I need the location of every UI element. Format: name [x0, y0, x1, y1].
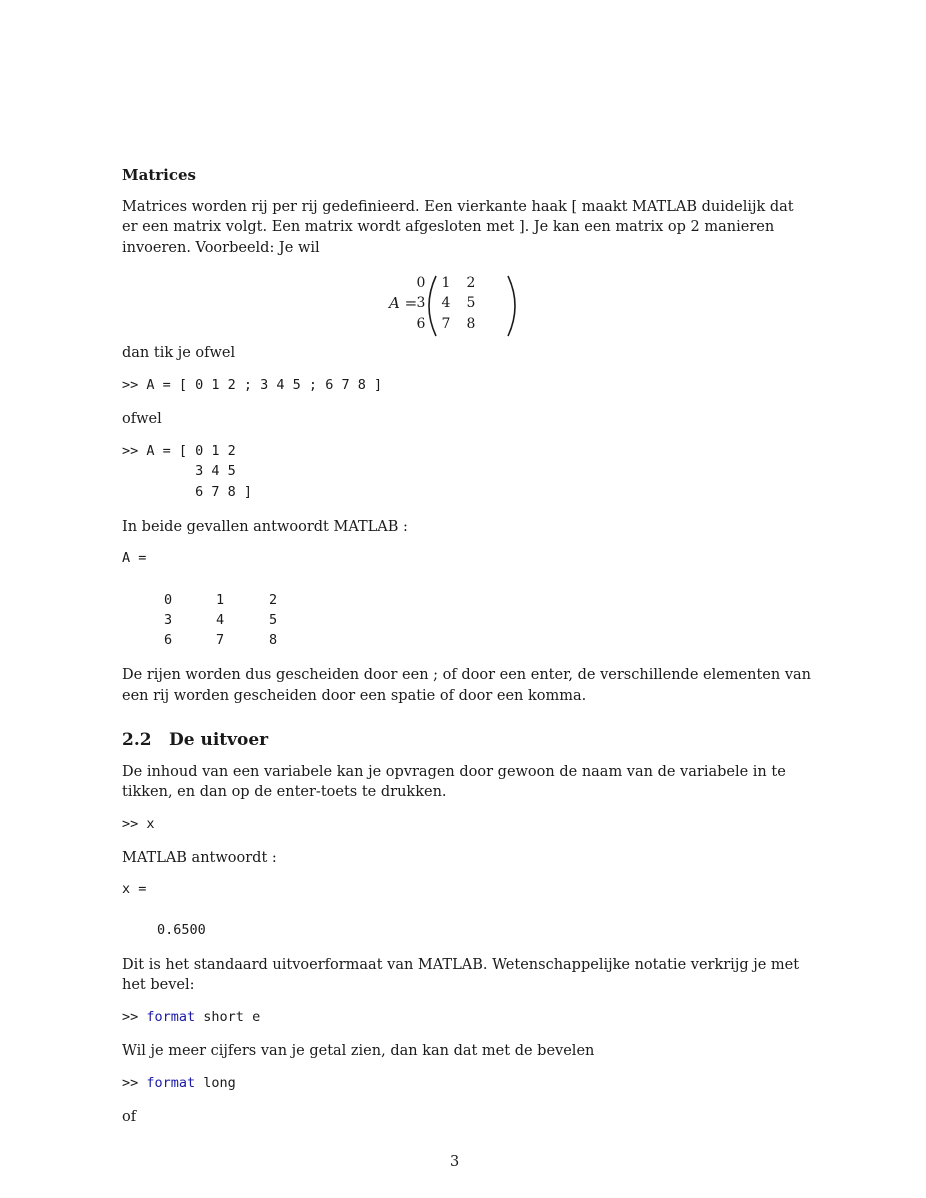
matrix-cell: 2 [466, 275, 476, 291]
command-args: short e [195, 1009, 261, 1025]
matrix-cell: 4 [441, 295, 451, 311]
subsection-title: De uitvoer [169, 730, 269, 750]
output-cell: 5 [269, 612, 278, 628]
matrix-cell: 5 [466, 295, 476, 311]
prompt: >> [122, 1075, 147, 1091]
output-cell: 6 [164, 632, 173, 648]
code-multi-line-2: 3 4 5 [122, 463, 236, 479]
subsection-number: 2.2 [122, 730, 152, 750]
output-x-value: 0.6500 [157, 922, 206, 938]
code-x: >> x [122, 816, 155, 832]
intro-line-3: invoeren. Voorbeeld: Je wil [122, 240, 320, 256]
code-one-line: >> A = [ 0 1 2 ; 3 4 5 ; 6 7 8 ] [122, 377, 383, 393]
rijen-line-1: De rijen worden dus gescheiden door een ; of door een enter, de verschillende elementen van [122, 667, 812, 683]
code-multi-line-3: 6 7 8 ] [122, 484, 253, 500]
text-ofwel: ofwel [122, 411, 162, 427]
matrix-cell: 3 [416, 295, 426, 311]
command-args: long [195, 1075, 236, 1091]
rijen-line-2: een rij worden gescheiden door een spatie of door een komma. [122, 688, 587, 704]
output-cell: 2 [269, 592, 278, 608]
text-beide: In beide gevallen antwoordt MATLAB : [122, 519, 408, 535]
prompt: >> [122, 1009, 147, 1025]
output-cell: 8 [269, 632, 278, 648]
section-title: Matrices [122, 166, 196, 184]
matrix-cell: 0 [416, 275, 426, 291]
output-cell: 0 [164, 592, 173, 608]
code-format-short-e [122, 1009, 260, 1025]
output-a-label: A = [122, 550, 147, 566]
page-number: 3 [450, 1154, 460, 1170]
output-cell: 4 [216, 612, 225, 628]
matrix-cell: 1 [441, 275, 451, 291]
uitvoer-line-1: De inhoud van een variabele kan je opvragen door gewoon de naam van de variabele in te [122, 764, 786, 780]
matrix-cell: 6 [416, 316, 426, 332]
output-cell: 7 [216, 632, 225, 648]
equation-lhs: A = [389, 294, 418, 312]
output-cell: 3 [164, 612, 173, 628]
keyword-format: format [146, 1075, 196, 1091]
text-dan-tik: dan tik je ofwel [122, 345, 236, 361]
output-cell: 1 [216, 592, 225, 608]
code-format-long [122, 1075, 236, 1091]
matrix-cell: 7 [441, 316, 451, 332]
code-multi-line-1: >> A = [ 0 1 2 [122, 443, 236, 459]
intro-line-2: er een matrix volgt. Een matrix wordt afgesloten met ]. Je kan een matrix op 2 manieren [122, 219, 775, 235]
text-of: of [122, 1109, 137, 1125]
dit-line-1: Dit is het standaard uitvoerformaat van MATLAB. Wetenschappelijke notatie verkrijg je met [122, 957, 800, 973]
intro-line-1: Matrices worden rij per rij gedefinieerd. Een vierkante haak [ maakt MATLAB duidelijk dat [122, 199, 794, 215]
uitvoer-line-2: tikken, en dan op de enter-toets te drukken. [122, 784, 447, 800]
text-meer: Wil je meer cijfers van je getal zien, dan kan dat met de bevelen [122, 1043, 595, 1059]
keyword-format: format [146, 1009, 196, 1025]
text-antwoordt: MATLAB antwoordt : [122, 850, 277, 866]
matrix-cell: 8 [466, 316, 476, 332]
output-x-label: x = [122, 881, 147, 897]
dit-line-2: het bevel: [122, 977, 195, 993]
